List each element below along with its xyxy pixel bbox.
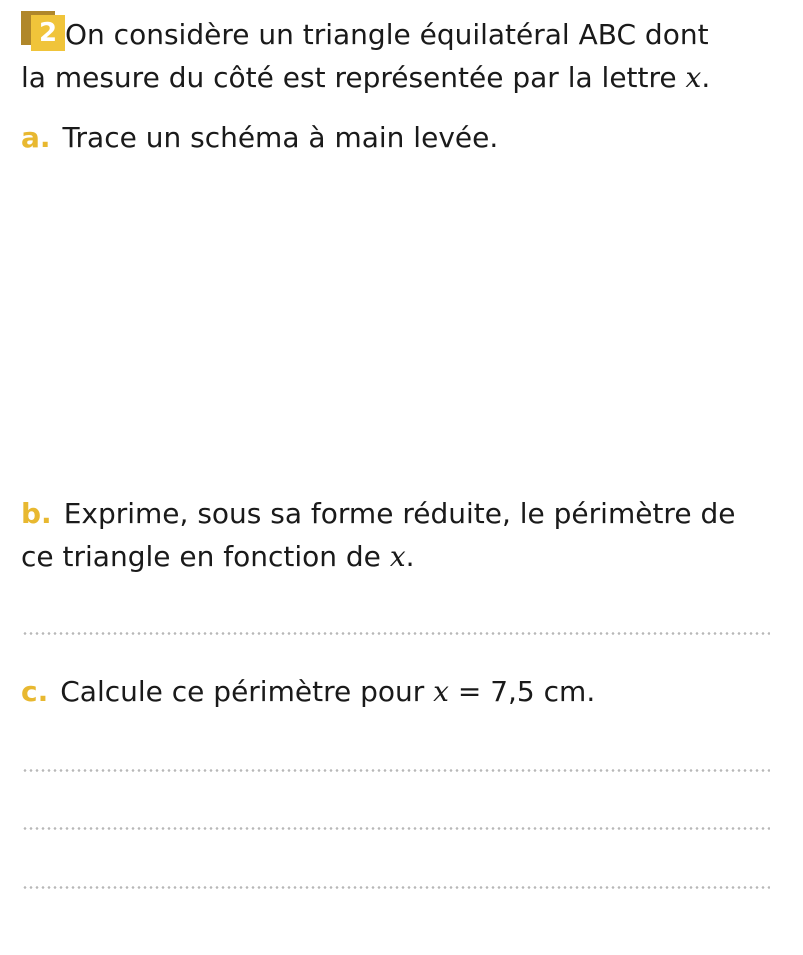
statement-line-2: la mesure du côté est représentée par la lettre: [21, 61, 686, 94]
question-a: [21, 116, 498, 159]
variable-x: x: [389, 540, 406, 573]
question-c: [21, 670, 595, 713]
statement-period: .: [701, 61, 711, 94]
exercise-number-badge: [21, 18, 58, 48]
answer-line-b[interactable]: [22, 632, 770, 635]
question-a-letter: a.: [21, 121, 51, 154]
length-value: 7,5: [490, 675, 535, 708]
question-a-text: Trace un schéma à main levée.: [62, 121, 499, 154]
variable-x: x: [433, 675, 449, 708]
question-b-line-1: Exprime, sous sa forme réduite, le périmètre de: [63, 497, 736, 530]
length-unit: cm.: [534, 675, 596, 708]
variable-x: x: [685, 61, 702, 94]
answer-line-c-3[interactable]: [22, 886, 770, 889]
exercise-statement: [21, 13, 710, 99]
question-b: [21, 492, 735, 578]
equals-sign: =: [448, 675, 491, 708]
statement-line-1: On considère un triangle équilatéral ABC dont: [65, 18, 709, 51]
question-b-period: .: [405, 540, 415, 573]
question-c-text: Calcule ce périmètre pour: [60, 675, 434, 708]
answer-line-c-1[interactable]: [22, 769, 770, 772]
answer-line-c-2[interactable]: [22, 827, 770, 830]
exercise-number: 2: [31, 15, 65, 51]
question-b-letter: b.: [21, 497, 52, 530]
question-b-line-2: ce triangle en fonction de: [21, 540, 390, 573]
question-c-letter: c.: [21, 675, 49, 708]
